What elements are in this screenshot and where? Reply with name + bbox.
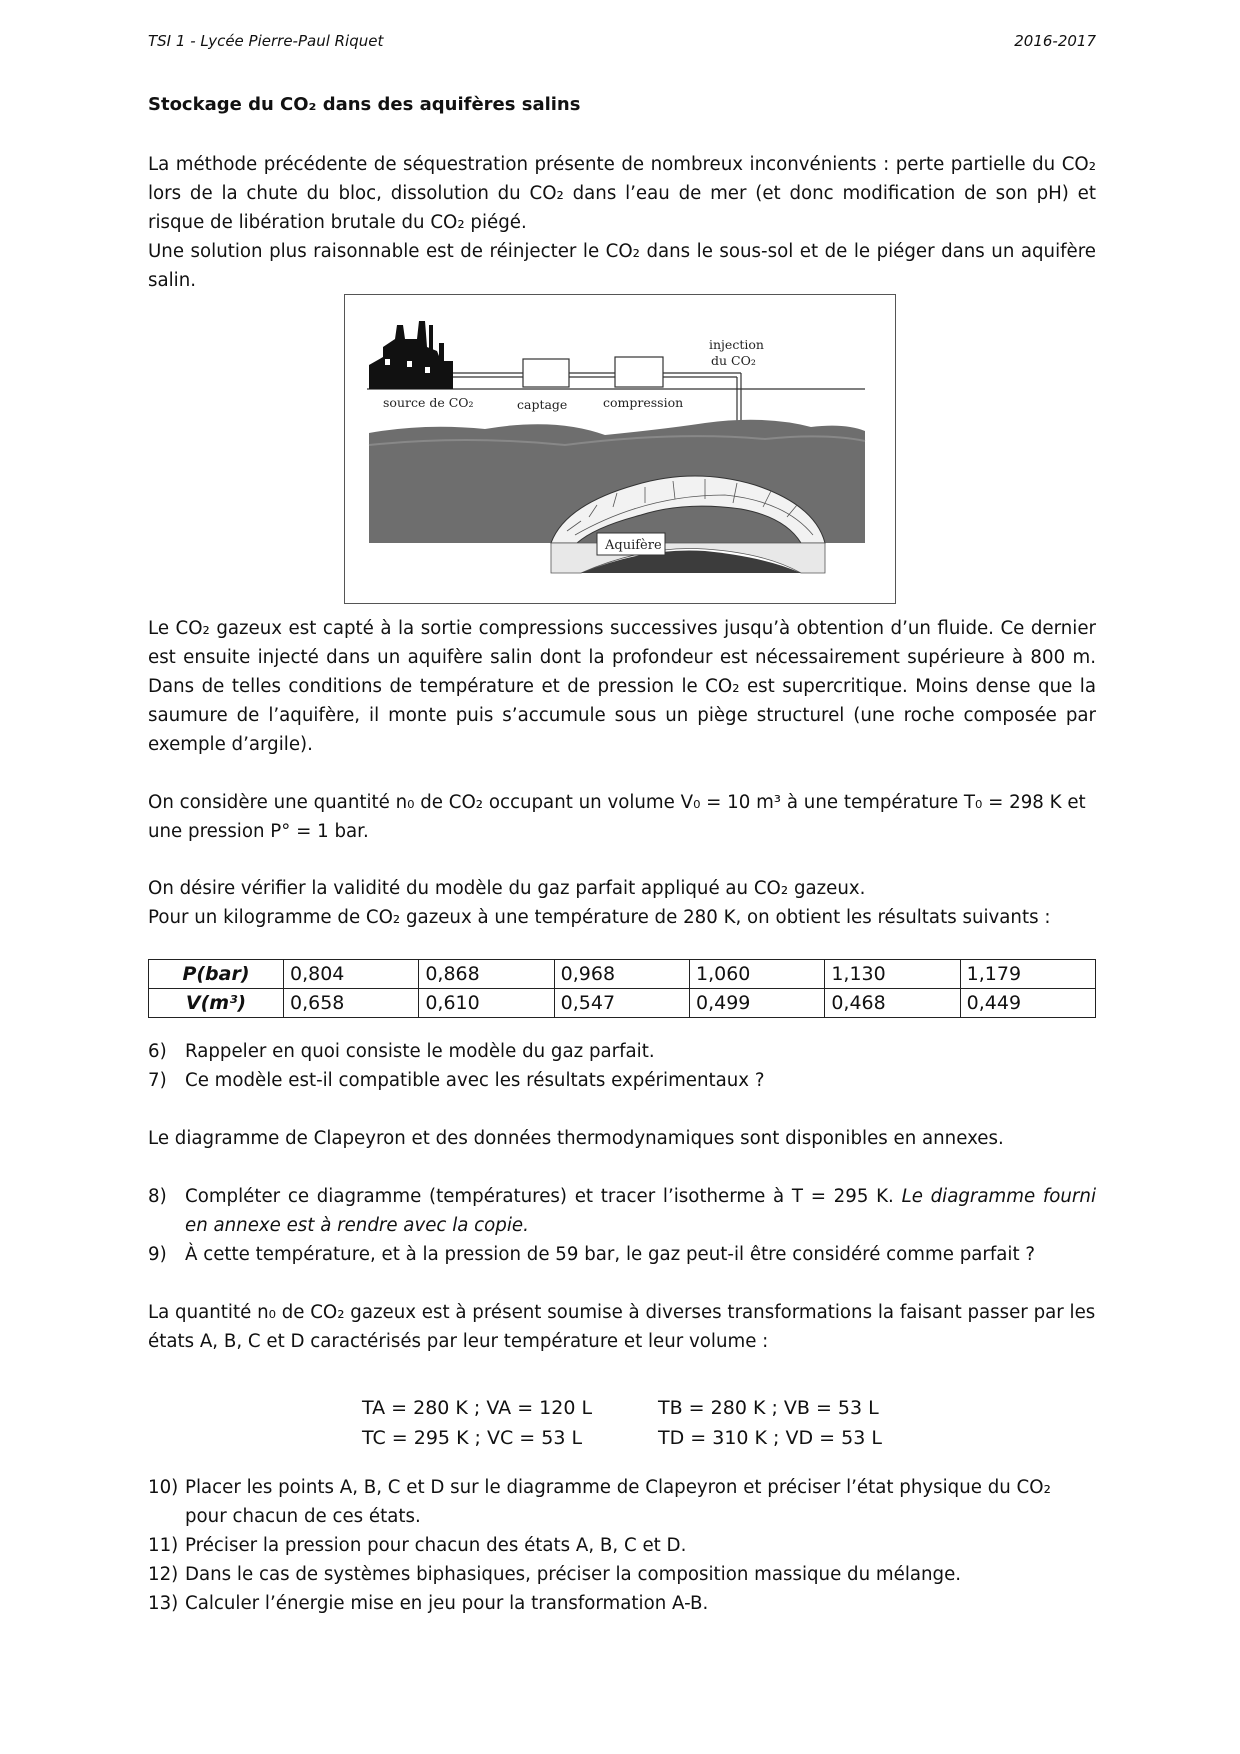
question-text: Rappeler en quoi consiste le modèle du gaz parfait.	[185, 1041, 655, 1062]
states-block	[362, 1393, 882, 1453]
state-a: TA = 280 K ; VA = 120 L	[362, 1397, 593, 1419]
question-text: Ce modèle est-il compatible avec les résultats expérimentaux ?	[185, 1070, 765, 1091]
table-cell: 1,179	[960, 960, 1095, 989]
question-text: Placer les points A, B, C et D sur le diagramme de Clapeyron et préciser l’état physique du CO₂ pour chacun de ces états.	[185, 1477, 1051, 1527]
question-13	[148, 1589, 1096, 1618]
source-label: source de CO₂	[383, 395, 474, 410]
compression-label: compression	[603, 395, 684, 410]
verify-line-2: Pour un kilogramme de CO₂ gazeux à une température de 280 K, on obtient les résultats suivants :	[148, 907, 1051, 928]
question-9	[148, 1240, 1096, 1269]
question-number: 11)	[148, 1535, 179, 1556]
factory-icon	[369, 321, 453, 389]
storage-diagram	[345, 295, 895, 603]
table-cell: 0,499	[689, 989, 824, 1018]
intro-paragraph-1: La méthode précédente de séquestration présente de nombreux inconvénients : perte partielle du CO₂ lors de la chute du bloc, dissolution du CO₂ dans l’eau de mer (et donc modification de son pH) et risque de libération brutale du CO₂ piégé.	[148, 154, 1096, 233]
annex-paragraph: Le diagramme de Clapeyron et des données thermodynamiques sont disponibles en annexes.	[148, 1128, 1004, 1149]
state-b: TB = 280 K ; VB = 53 L	[658, 1397, 879, 1419]
table-cell: 0,804	[284, 960, 419, 989]
description-paragraph: Le CO₂ gazeux est capté à la sortie compressions successives jusqu’à obtention d’un fluide. Ce dernier est ensuite injecté dans un aquifère salin dont la profondeur est nécessairement supérieure à 800 m. Dans de telles conditions de température et de pression le CO₂ est supercritique. Moins dense que la saumure de l’aquifère, il monte puis s’accumule sous un piège structurel (une roche composée par exemple d’argile).	[148, 618, 1096, 755]
table-cell: 1,130	[825, 960, 960, 989]
intro-paragraph-2: Une solution plus raisonnable est de réinjecter le CO₂ dans le sous-sol et de le piéger dans un aquifère salin.	[148, 241, 1096, 291]
question-text: Calculer l’énergie mise en jeu pour la transformation A-B.	[185, 1593, 709, 1614]
verify-line-1: On désire vérifier la validité du modèle du gaz parfait appliqué au CO₂ gazeux.	[148, 878, 866, 899]
pressure-header: P(bar)	[149, 960, 284, 989]
question-10	[148, 1473, 1096, 1531]
table-cell: 1,060	[689, 960, 824, 989]
injection-label-2: du CO₂	[711, 353, 756, 368]
page-header	[148, 32, 1096, 50]
table-cell: 0,658	[284, 989, 419, 1018]
question-number: 9)	[148, 1244, 167, 1265]
page	[148, 0, 1096, 1754]
header-left: TSI 1 - Lycée Pierre-Paul Riquet	[148, 32, 384, 50]
question-11	[148, 1531, 1096, 1560]
question-main-text: Compléter ce diagramme (températures) et tracer l’isotherme à T = 295 K.	[185, 1186, 894, 1207]
question-text: À cette température, et à la pression de 59 bar, le gaz peut-il être considéré comme parfait ?	[185, 1244, 1036, 1265]
table-cell: 0,968	[554, 960, 689, 989]
header-right: 2016-2017	[1014, 32, 1096, 50]
table-cell: 0,868	[419, 960, 554, 989]
transformation-paragraph: La quantité n₀ de CO₂ gazeux est à présent soumise à diverses transformations la faisant passer par les états A, B, C et D caractérisés par leur température et leur volume :	[148, 1302, 1096, 1352]
table-row-pressure	[149, 960, 1096, 989]
co2-storage-figure	[344, 294, 896, 604]
table-cell: 0,547	[554, 989, 689, 1018]
state-d: TD = 310 K ; VD = 53 L	[658, 1427, 882, 1449]
pv-data-table	[148, 959, 1096, 1018]
question-text: Dans le cas de systèmes biphasiques, préciser la composition massique du mélange.	[185, 1564, 962, 1585]
quantity-paragraph: On considère une quantité n₀ de CO₂ occupant un volume V₀ = 10 m³ à une température T₀ = 298 K et une pression P° = 1 bar.	[148, 792, 1086, 842]
volume-header: V(m³)	[149, 989, 284, 1018]
question-6	[148, 1037, 1096, 1066]
table-row-volume	[149, 989, 1096, 1018]
table-cell: 0,610	[419, 989, 554, 1018]
question-text: Préciser la pression pour chacun des états A, B, C et D.	[185, 1535, 687, 1556]
table-cell: 0,449	[960, 989, 1095, 1018]
question-number: 8)	[148, 1186, 167, 1207]
states-row	[362, 1393, 882, 1423]
question-number: 6)	[148, 1041, 167, 1062]
table-cell: 0,468	[825, 989, 960, 1018]
question-7	[148, 1066, 1096, 1095]
question-number: 7)	[148, 1070, 167, 1091]
question-text	[185, 1182, 1096, 1240]
compression-box	[615, 357, 663, 387]
aquifere-label: Aquifère	[605, 538, 662, 553]
injection-label-1: injection	[709, 337, 764, 352]
state-c: TC = 295 K ; VC = 53 L	[362, 1427, 583, 1449]
question-number: 12)	[148, 1564, 179, 1585]
question-number: 10)	[148, 1477, 179, 1498]
question-12	[148, 1560, 1096, 1589]
captage-label: captage	[517, 397, 568, 412]
question-number: 13)	[148, 1593, 179, 1614]
question-8	[148, 1182, 1096, 1240]
captage-box	[523, 359, 569, 387]
question-italic-note: Le diagramme fourni en annexe est à rendre avec la copie.	[185, 1186, 1096, 1236]
states-row	[362, 1423, 882, 1453]
section-title: Stockage du CO₂ dans des aquifères salins	[148, 94, 581, 115]
